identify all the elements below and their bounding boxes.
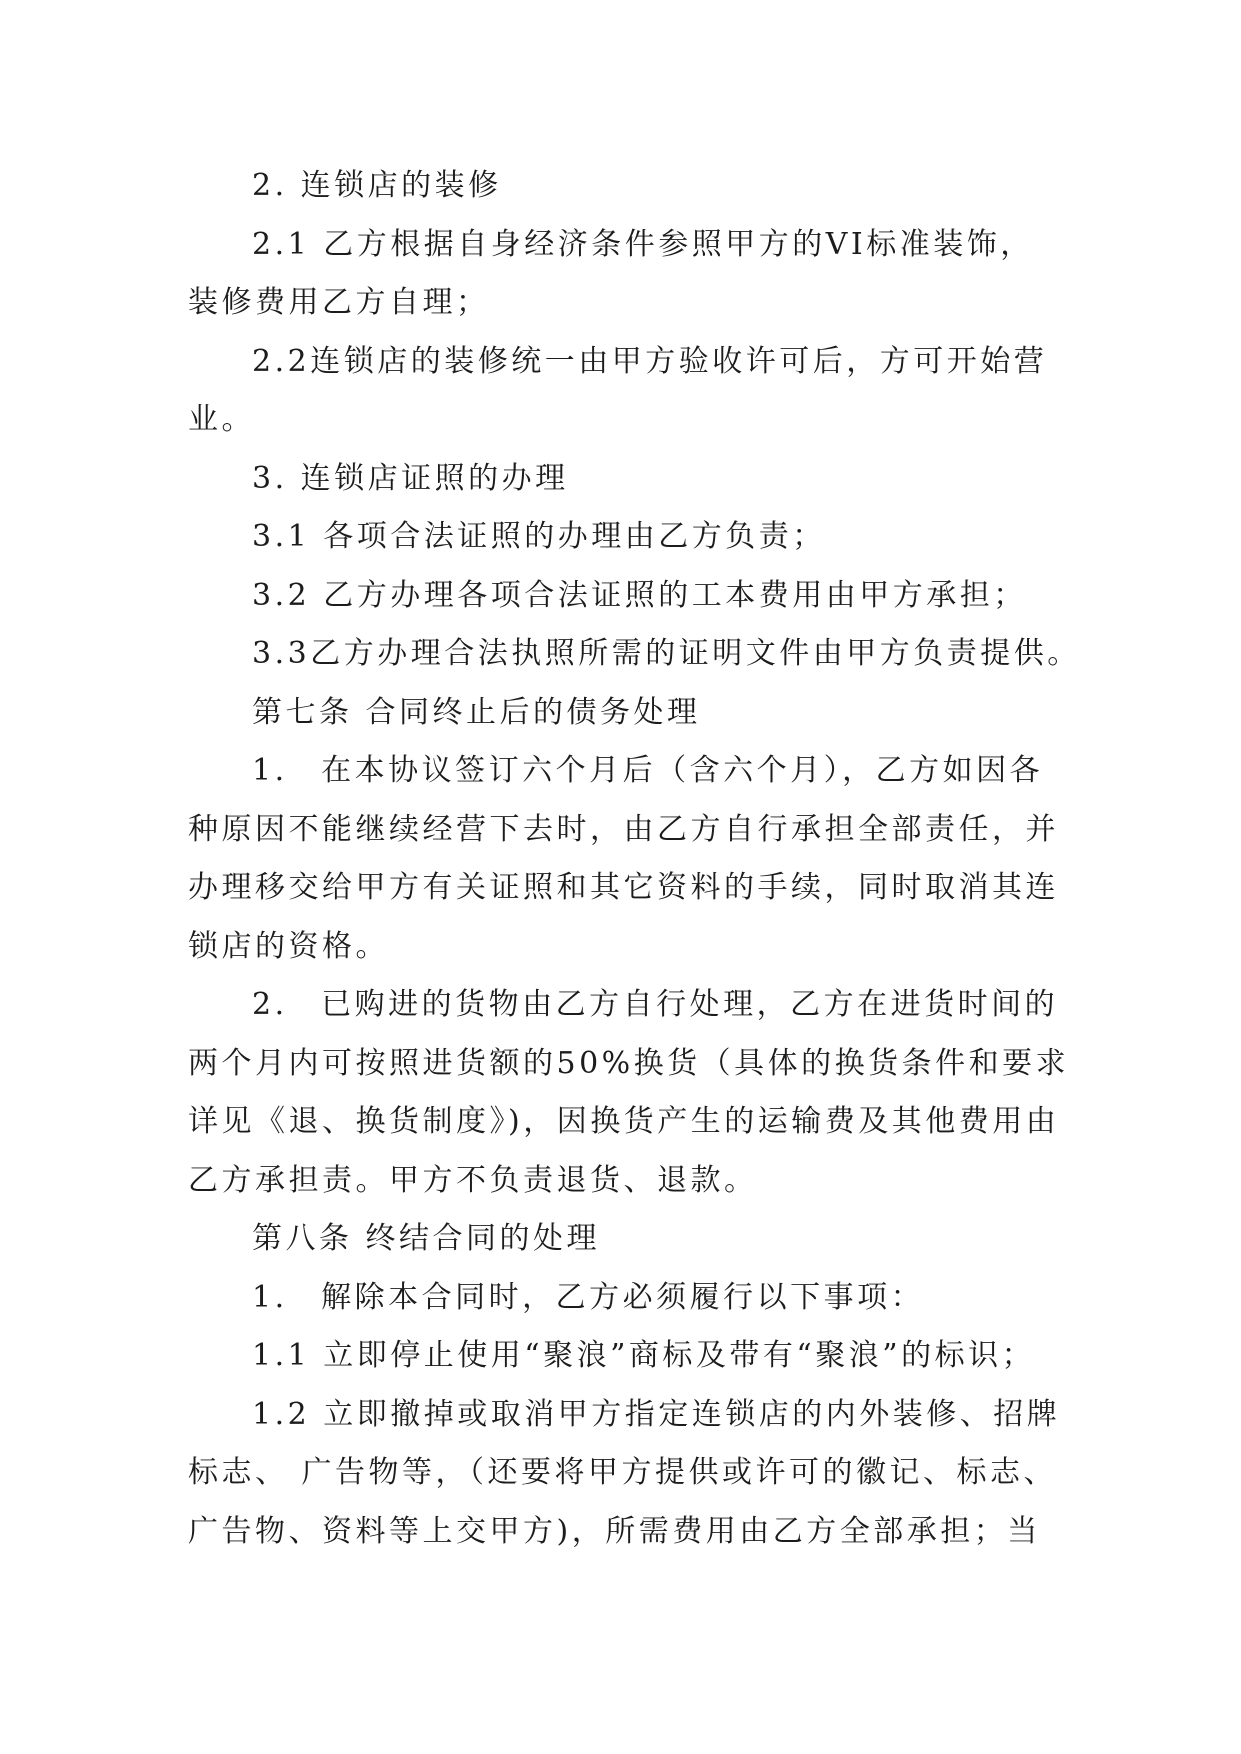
article-7-item-1: 1. 在本协议签订六个月后（含六个月），乙方如因各 — [252, 753, 1044, 788]
section-heading-licenses: 3. 连锁店证照的办理 — [252, 460, 569, 496]
article-7-item-2-continued: 乙方承担责。甲方不负责退货、退款。 — [188, 1162, 758, 1198]
article-7-item-2: 2. 已购进的货物由乙方自行处理，乙方在进货时间的 — [252, 987, 1059, 1022]
clause-2-1: 2.1 乙方根据自身经济条件参照甲方的VI标准装饰， — [252, 226, 1034, 262]
clause-3-1: 3.1 各项合法证照的办理由乙方负责； — [252, 519, 826, 554]
article-7-heading: 第七条 合同终止后的债务处理 — [252, 694, 701, 730]
article-8-item-1: 1. 解除本合同时，乙方必须履行以下事项： — [252, 1279, 925, 1315]
article-8-clause-1-1: 1.1 立即停止使用“聚浪”商标及带有“聚浪”的标识； — [252, 1338, 1036, 1373]
clause-3-2: 3.2 乙方办理各项合法证照的工本费用由甲方承担； — [252, 577, 1027, 613]
section-heading-decoration: 2. 连锁店的装修 — [252, 168, 502, 203]
article-8-heading: 第八条 终结合同的处理 — [252, 1221, 601, 1256]
document-body — [188, 157, 1081, 1561]
clause-2-1-continued: 装修费用乙方自理； — [188, 285, 490, 320]
clause-2-2: 2.2连锁店的装修统一由甲方验收许可后，方可开始营 — [252, 343, 1048, 379]
article-8-clause-1-2: 1.2 立即撤掉或取消甲方指定连锁店的内外装修、招牌 — [252, 1396, 1061, 1432]
clause-2-2-continued: 业。 — [188, 402, 255, 437]
article-7-item-2-continued: 两个月内可按照进货额的50%换货（具体的换货条件和要求 — [188, 1045, 1070, 1081]
clause-3-3: 3.3乙方办理合法执照所需的证明文件由甲方负责提供。 — [252, 636, 1081, 671]
article-8-clause-1-2-continued: 标志、 广告物等，（还要将甲方提供或许可的徽记、标志、 — [188, 1455, 1058, 1490]
article-7-item-1-continued: 办理移交给甲方有关证照和其它资料的手续，同时取消其连 — [188, 870, 1059, 905]
article-7-item-2-continued: 详见《退、换货制度》)，因换货产生的运输费及其他费用由 — [188, 1104, 1060, 1139]
article-7-item-1-continued: 锁店的资格。 — [188, 928, 389, 964]
article-7-item-1-continued: 种原因不能继续经营下去时，由乙方自行承担全部责任，并 — [188, 811, 1059, 847]
article-8-clause-1-2-continued: 广告物、资料等上交甲方)，所需费用由乙方全部承担；当 — [188, 1513, 1041, 1549]
